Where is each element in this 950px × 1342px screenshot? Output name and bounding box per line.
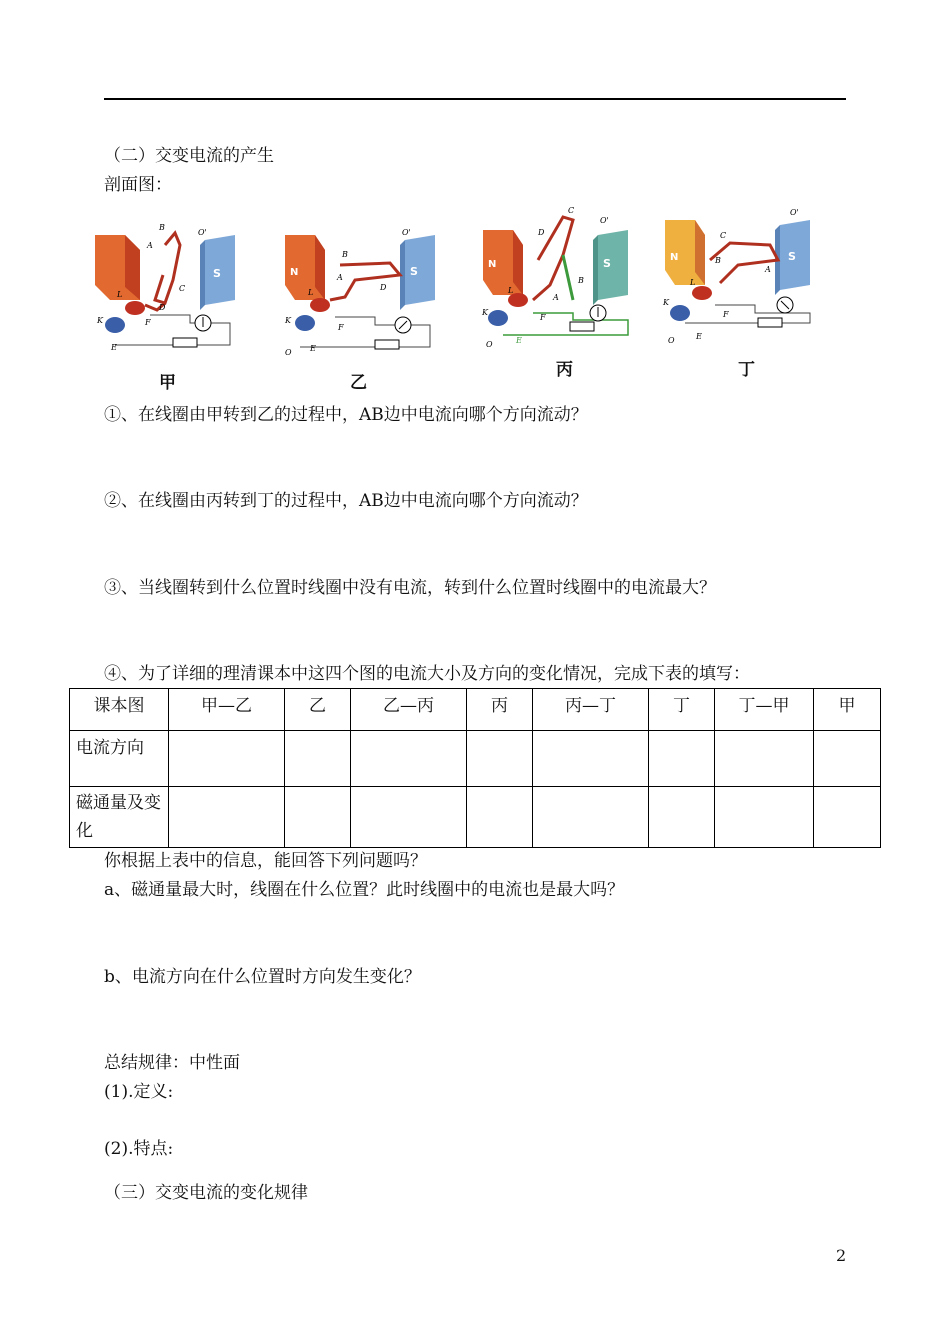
svg-text:O': O' xyxy=(198,228,207,237)
svg-text:B: B xyxy=(578,276,584,285)
svg-text:D: D xyxy=(538,228,545,237)
svg-text:O': O' xyxy=(600,216,609,225)
svg-text:S: S xyxy=(213,267,221,280)
answer-cell[interactable] xyxy=(533,731,649,787)
answer-cell[interactable] xyxy=(351,731,467,787)
svg-text:B: B xyxy=(342,250,348,259)
page-number: 2 xyxy=(836,1246,847,1265)
svg-text:F: F xyxy=(723,310,729,319)
svg-text:C: C xyxy=(179,284,186,293)
svg-text:N: N xyxy=(488,259,497,270)
generator-diagram-yi xyxy=(280,205,440,390)
figure-ding xyxy=(660,205,820,390)
answer-cell[interactable] xyxy=(814,731,881,787)
row-label-current-direction: 电流方向 xyxy=(70,731,169,787)
question-3: ③、当线圈转到什么位置时线圈中没有电流，转到什么位置时线圈中的电流最大？ xyxy=(104,578,716,598)
svg-text:S: S xyxy=(788,250,796,263)
svg-text:O: O xyxy=(668,336,675,345)
generator-diagram-jia xyxy=(95,205,255,390)
followup-text: 你根据上表中的信息，能回答下列问题吗？ xyxy=(104,851,427,871)
figure-caption-jia: 甲 xyxy=(159,373,176,393)
svg-text:L: L xyxy=(508,286,514,295)
svg-text:D: D xyxy=(159,303,166,312)
figure-caption-yi: 乙 xyxy=(350,373,367,393)
table-header-cell: 乙 xyxy=(285,689,351,731)
question-a: a、磁通量最大时，线圈在什么位置？此时线圈中的电流也是最大吗？ xyxy=(104,880,625,900)
svg-text:B: B xyxy=(159,223,165,232)
table-header-cell: 丁—甲 xyxy=(715,689,814,731)
svg-text:K: K xyxy=(482,308,488,317)
svg-text:O: O xyxy=(285,348,292,357)
svg-text:O: O xyxy=(486,340,493,349)
summary-heading: 总结规律：中性面 xyxy=(104,1053,240,1073)
answer-cell[interactable] xyxy=(467,787,533,848)
svg-text:A: A xyxy=(553,293,559,302)
definition-label: (1).定义: xyxy=(104,1082,174,1102)
section2-title: （二）交变电流的产生 xyxy=(104,146,274,166)
answer-cell[interactable] xyxy=(533,787,649,848)
svg-text:O': O' xyxy=(402,228,411,237)
svg-text:E: E xyxy=(516,336,522,345)
svg-text:S: S xyxy=(410,265,418,278)
section3-title: （三）交变电流的变化规律 xyxy=(104,1183,308,1203)
table-header-cell: 丙 xyxy=(467,689,533,731)
figure-bing xyxy=(478,205,638,390)
question-4: ④、为了详细的理清课本中这四个图的电流大小及方向的变化情况，完成下表的填写： xyxy=(104,664,750,684)
svg-text:N: N xyxy=(290,267,299,278)
figure-caption-bing: 丙 xyxy=(556,360,573,380)
answer-cell[interactable] xyxy=(285,731,351,787)
svg-text:C: C xyxy=(720,231,727,240)
table-row-flux xyxy=(70,787,881,848)
svg-text:F: F xyxy=(338,323,344,332)
svg-text:E: E xyxy=(310,344,316,353)
answer-cell[interactable] xyxy=(814,787,881,848)
svg-text:L: L xyxy=(308,288,314,297)
figure-caption-ding: 丁 xyxy=(738,360,755,380)
svg-text:K: K xyxy=(97,316,103,325)
table-header-cell: 乙—丙 xyxy=(351,689,467,731)
svg-text:N: N xyxy=(670,252,679,263)
table-header-cell: 丁 xyxy=(649,689,715,731)
table-header-cell: 课本图 xyxy=(70,689,169,731)
svg-text:K: K xyxy=(663,298,669,307)
table-header-cell: 丙—丁 xyxy=(533,689,649,731)
header-rule xyxy=(104,98,846,100)
answer-cell[interactable] xyxy=(169,731,285,787)
question-1: ①、在线圈由甲转到乙的过程中，AB边中电流向哪个方向流动？ xyxy=(104,405,588,425)
svg-text:F: F xyxy=(540,313,546,322)
answer-cell[interactable] xyxy=(715,731,814,787)
features-label: (2).特点: xyxy=(104,1139,174,1159)
row-label-flux: 磁通量及变化 xyxy=(70,787,169,848)
table-header-row xyxy=(70,689,881,731)
svg-text:A: A xyxy=(147,241,153,250)
section-label: 剖面图： xyxy=(104,175,172,195)
figure-jia xyxy=(95,205,255,393)
answer-cell[interactable] xyxy=(285,787,351,848)
answer-cell[interactable] xyxy=(169,787,285,848)
answer-cell[interactable] xyxy=(649,731,715,787)
svg-text:E: E xyxy=(111,343,117,352)
svg-text:C: C xyxy=(568,206,575,215)
table-header-cell: 甲—乙 xyxy=(169,689,285,731)
svg-text:E: E xyxy=(696,332,702,341)
answer-cell[interactable] xyxy=(467,731,533,787)
svg-text:O': O' xyxy=(790,208,799,217)
svg-text:L: L xyxy=(690,278,696,287)
svg-text:A: A xyxy=(765,265,771,274)
svg-text:B: B xyxy=(715,256,721,265)
answer-cell[interactable] xyxy=(351,787,467,848)
svg-text:D: D xyxy=(380,283,387,292)
table-header-cell: 甲 xyxy=(814,689,881,731)
answer-cell[interactable] xyxy=(715,787,814,848)
table-row-current-direction xyxy=(70,731,881,787)
svg-text:F: F xyxy=(145,318,151,327)
current-change-table xyxy=(69,688,881,848)
question-2: ②、在线圈由丙转到丁的过程中，AB边中电流向哪个方向流动？ xyxy=(104,491,588,511)
figure-yi xyxy=(280,205,440,393)
svg-text:L: L xyxy=(117,290,123,299)
answer-cell[interactable] xyxy=(649,787,715,848)
svg-text:K: K xyxy=(285,316,291,325)
svg-text:A: A xyxy=(337,273,343,282)
question-b: b、电流方向在什么位置时方向发生变化？ xyxy=(104,967,421,987)
svg-text:S: S xyxy=(603,257,611,270)
